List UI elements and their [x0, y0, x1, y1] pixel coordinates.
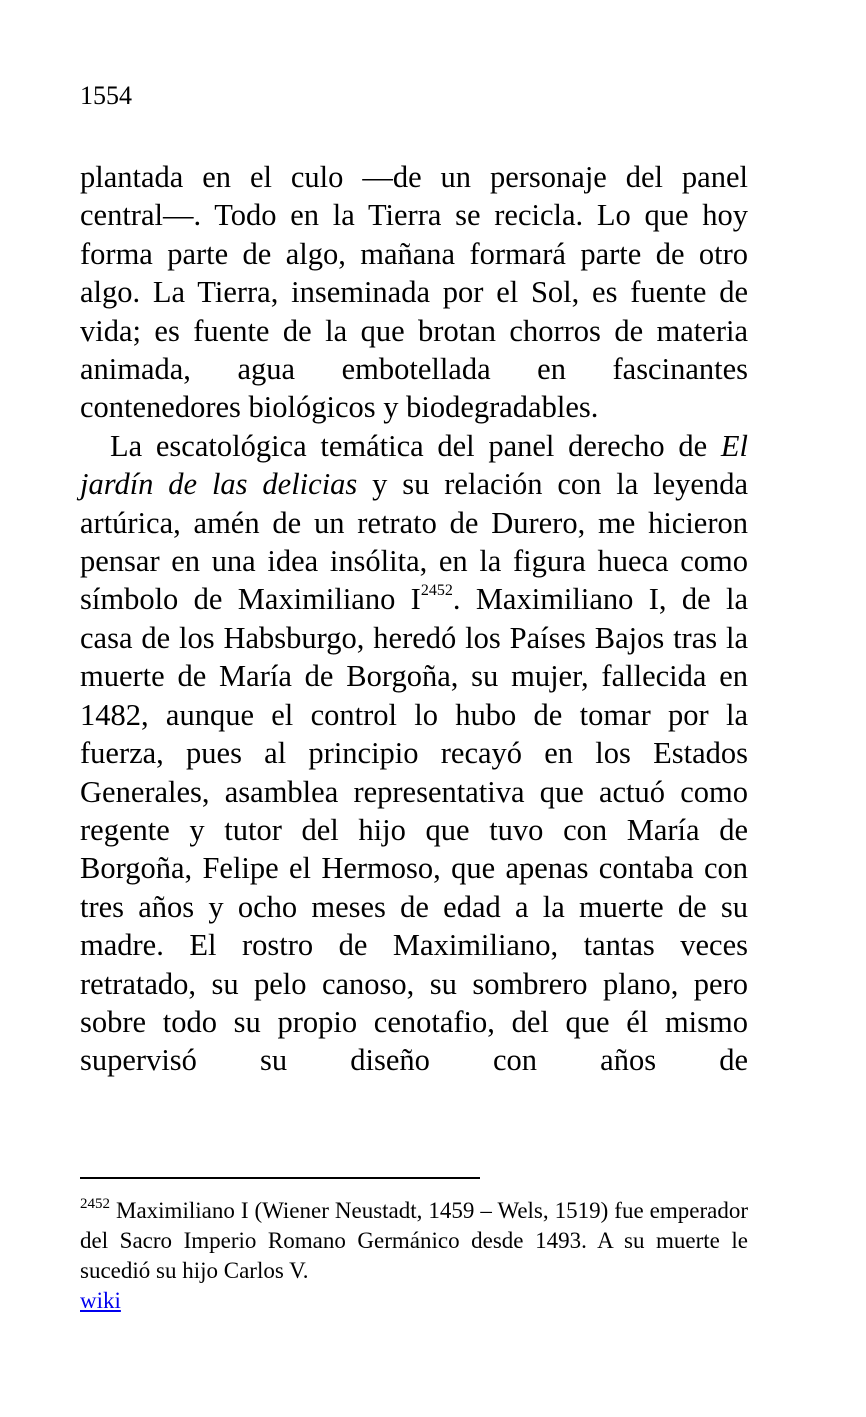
page-number: 1554: [80, 81, 132, 110]
footnote: [80, 1196, 748, 1316]
footnote-text: [80, 1196, 748, 1286]
paragraph-2-end: . Maximiliano I, de la casa de los Habsburgo, heredó los Países Bajos tras la muerte de María de Borgoña, su mujer, fallecida en 1482, aunque el control lo hubo de tomar por la fuerza, pues al principio recayó en los Estados Generales, asamblea representativa que actuó como regente y tutor del hijo que tuvo con María de Borgoña, Felipe el Hermoso, que apenas contaba con tres años y ocho meses de edad a la muerte de su madre. El rostro de Maximiliano, tantas veces retratado, su pelo canoso, su sombrero plano, pero sobre todo su propio cenotafio, del que él mismo supervisó su diseño con años de: [80, 582, 748, 1078]
paragraph-2: [80, 427, 748, 1080]
footnote-body: Maximiliano I (Wiener Neustadt, 1459 – Wels, 1519) fue emperador del Sacro Imperio Romano Germánico desde 1493. A su muerte le sucedió su hijo Carlos V.: [80, 1198, 748, 1283]
footnote-reference[interactable]: 2452: [420, 582, 453, 600]
paragraph-1: plantada en el culo —de un personaje del panel central—. Todo en la Tierra se recicla. Lo que hoy forma parte de algo, mañana formará parte de otro algo. La Tierra, inseminada por el Sol, es fuente de vida; es fuente de la que brotan chorros de materia animada, agua embotellada en fascinantes contenedores biológicos y biodegradables.: [80, 160, 748, 425]
body-text: [80, 158, 748, 1080]
paragraph-2-middle: y su relación con la leyenda artúrica, amén de un retrato de Durero, me hicieron pensar en una idea insólita, en la figura hueca como símbolo de Maximiliano I: [80, 467, 748, 617]
footnote-separator: [80, 1177, 480, 1179]
artwork-title: El jardín de las delicias: [80, 428, 748, 502]
footnote-number: 2452: [80, 1196, 110, 1212]
wiki-link[interactable]: wiki: [80, 1288, 121, 1313]
paragraph-2-start: La escatológica temática del panel derecho de: [110, 428, 721, 463]
